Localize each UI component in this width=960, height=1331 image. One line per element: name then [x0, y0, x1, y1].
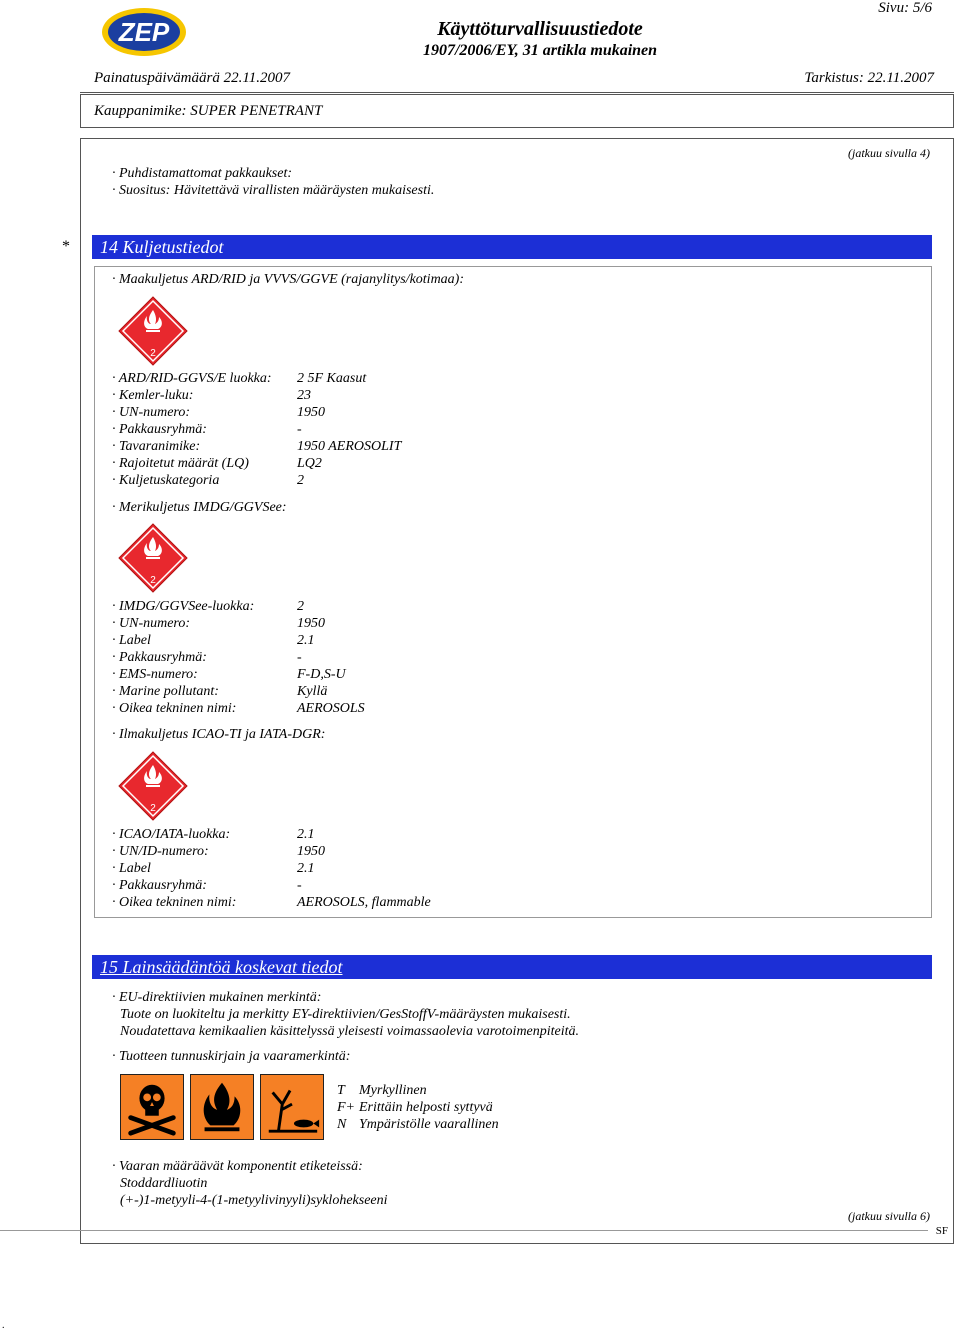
sea-row-technical-name: · Oikea tekninen nimi: AEROSOLS — [112, 701, 365, 716]
recommendation-line — [112, 183, 434, 199]
land-row-limited-quantity: · Rajoitetut määrät (LQ) LQ2 — [112, 456, 322, 471]
air-row-technical-name: · Oikea tekninen nimi: AEROSOLS, flammable — [112, 895, 431, 910]
land-row-category: · Kuljetuskategoria 2 — [112, 473, 304, 488]
land-row-kemler: · Kemler-luku: 23 — [112, 388, 311, 403]
hazard-code: T — [337, 1083, 345, 1098]
trade-name: Kauppanimike: SUPER PENETRANT — [94, 103, 323, 119]
recommendation-label: · Suositus: — [112, 183, 171, 198]
hazard-row-environment — [337, 1117, 499, 1133]
eu-directive-heading: · EU-direktiivien mukainen merkintä: — [112, 990, 322, 1005]
hazard-row-toxic — [337, 1083, 427, 1099]
hazard-symbols-heading: · Tuotteen tunnuskirjain ja vaaramerkintä: — [112, 1049, 351, 1064]
sea-row-un: · UN-numero: 1950 — [112, 616, 325, 631]
section-14-header — [92, 235, 932, 259]
language-code: SF — [935, 1225, 948, 1237]
land-row-trade-name: · Tavaranimike: 1950 AEROSOLIT — [112, 439, 402, 454]
flammable-gas-diamond-icon — [118, 523, 188, 593]
footer-dot: . — [2, 1320, 5, 1331]
flame-icon — [190, 1074, 254, 1140]
sea-row-class: · IMDG/GGVSee-luokka: 2 — [112, 599, 304, 614]
footer-rule — [0, 1230, 928, 1231]
section-15-header — [92, 955, 932, 979]
page-number: Sivu: 5/6 — [878, 0, 932, 16]
land-row-class: · ARD/RID-GGVS/E luokka: 2 5F Kaasut — [112, 371, 367, 386]
diamond-class-label: 2 — [150, 575, 156, 586]
land-row-un: · UN-numero: 1950 — [112, 405, 325, 420]
hazard-text: Ympäristölle vaarallinen — [359, 1117, 499, 1132]
flammable-gas-diamond-icon — [118, 751, 188, 821]
zep-logo — [100, 6, 188, 58]
print-date: Painatuspäivämäärä 22.11.2007 — [94, 70, 290, 86]
hazard-text: Erittäin helposti syttyvä — [359, 1100, 493, 1115]
continued-to: (jatkuu sivulla 6) — [848, 1209, 930, 1223]
air-row-packing-group: · Pakkausryhmä: - — [112, 878, 302, 893]
hazard-row-flammable — [337, 1100, 493, 1116]
eu-directive-text-2: Noudatettava kemikaalien käsittelyssä yleisesti voimassaolevia varotoimenpiteitä. — [120, 1024, 580, 1039]
flammable-gas-diamond-icon — [118, 296, 188, 366]
dead-tree-fish-icon — [260, 1074, 324, 1140]
sea-row-label: · Label 2.1 — [112, 633, 315, 648]
section-15-title: 15 Lainsäädäntöä koskevat tiedot — [100, 957, 343, 977]
hazardous-components-heading: · Vaaran määräävät komponentit etiketeissä: — [112, 1159, 363, 1174]
document-subtitle: 1907/2006/EY, 31 artikla mukainen — [422, 42, 658, 59]
document-title: Käyttöturvallisuustiedote — [437, 18, 643, 40]
component-item: (+-)1-metyyli-4-(1-metyylivinyyli)syklohekseeni — [120, 1193, 388, 1208]
revision-date: Tarkistus: 22.11.2007 — [804, 70, 934, 86]
continued-from: (jatkuu sivulla 4) — [848, 146, 930, 160]
logo-text: ZEP — [118, 17, 170, 47]
header-rule — [80, 92, 954, 93]
air-row-class: · ICAO/IATA-luokka: 2.1 — [112, 827, 315, 842]
hazard-code: F+ — [337, 1100, 355, 1115]
land-transport-heading: · Maakuljetus ARD/RID ja VVVS/GGVE (rajanylitys/kotimaa): — [112, 272, 465, 287]
component-item: Stoddardliuotin — [120, 1176, 208, 1191]
hazard-text: Myrkyllinen — [359, 1083, 427, 1098]
skull-crossbones-icon — [120, 1074, 184, 1140]
change-marker: * — [62, 238, 70, 255]
sea-transport-heading: · Merikuljetus IMDG/GGVSee: — [112, 500, 287, 515]
diamond-class-label: 2 — [150, 348, 156, 359]
eu-directive-text-1: Tuote on luokiteltu ja merkitty EY-direktiivien/GesStoffV-määräysten mukaisesti. — [120, 1007, 571, 1022]
air-row-label: · Label 2.1 — [112, 861, 315, 876]
sea-row-marine-pollutant: · Marine pollutant: Kyllä — [112, 684, 328, 699]
sea-row-packing-group: · Pakkausryhmä: - — [112, 650, 302, 665]
section-14-box — [94, 266, 932, 918]
diamond-class-label: 2 — [150, 803, 156, 814]
air-row-un: · UN/ID-numero: 1950 — [112, 844, 325, 859]
recommendation-text: Hävitettävä virallisten määräysten mukaisesti. — [173, 183, 435, 198]
land-row-packing-group: · Pakkausryhmä: - — [112, 422, 302, 437]
section-14-title: 14 Kuljetustiedot — [100, 237, 224, 257]
hazard-code: N — [337, 1117, 347, 1132]
uncleaned-packaging-label: · Puhdistamattomat pakkaukset: — [112, 166, 293, 181]
air-transport-heading: · Ilmakuljetus ICAO-TI ja IATA-DGR: — [112, 727, 326, 742]
sea-row-ems: · EMS-numero: F-D,S-U — [112, 667, 346, 682]
